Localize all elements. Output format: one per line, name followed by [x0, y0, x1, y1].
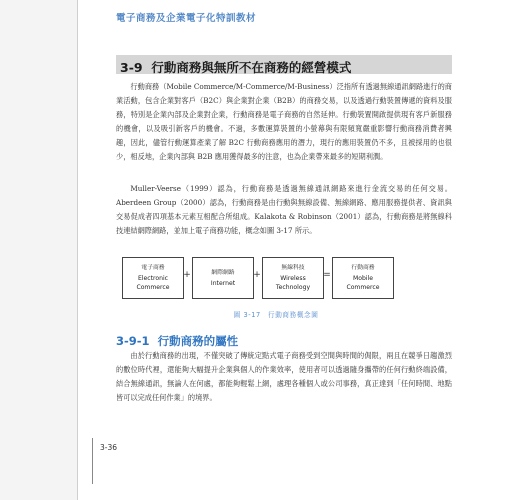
plus-operator: +	[183, 270, 191, 280]
box-en-label: Internet	[210, 279, 236, 287]
subsection-number: 3-9-1	[116, 334, 150, 348]
wireless-technology-box	[262, 257, 324, 299]
plus-operator: +	[253, 270, 261, 280]
section-number: 3-9	[120, 60, 143, 75]
folio-rule	[92, 438, 93, 484]
box-en-label: Technology	[275, 284, 311, 291]
section-title	[120, 58, 351, 76]
equals-operator: =	[323, 270, 331, 280]
paragraph-2: Muller-Veerse（1999）認為，行動商務是透過無線通訊網路來進行金流交易的任何交易。Aberdeen Group（2000）認為，行動商務是由行動與無線設備、無線網路、應用服務提供者、資訊與交易促成者四項基本元素互相配合所組成。Kalakota & Robinson（2001）認為，行動商務是將無線科技連結網際網路，並加上電子商務功能，概念如圖 3-17 所示。	[116, 184, 452, 235]
mobile-commerce-concept-diagram	[122, 257, 392, 299]
box-zh-label: 行動商務	[351, 265, 375, 271]
box-zh-label: 網際網路	[211, 269, 235, 276]
box-zh-label: 無線科技	[281, 265, 305, 271]
electronic-commerce-box	[122, 257, 184, 299]
box-en-label: Commerce	[346, 284, 380, 291]
box-en-label: Electronic	[137, 275, 169, 282]
page-number: 3-36	[100, 443, 118, 452]
internet-box	[192, 257, 254, 299]
figure-caption: 圖 3-17 行動商務概念圖	[233, 311, 319, 319]
subsection-title	[116, 333, 238, 349]
running-head: 電子商務及企業電子化特訓教材	[116, 13, 257, 24]
box-en-label: Mobile	[353, 275, 373, 282]
paragraph-3: 由於行動商務的出現，不僅突破了傳統定點式電子商務受到空間與時間的侷限，兩且在競爭日趨激烈的數位時代裡，還能夠大幅提升企業與個人的作業效率，使用者可以透過隨身攜帶的任何行動終端設備，結合無線通訊，無論人在何處，都能夠輕鬆上網，處理各種個人或公司事務，真正達到「任何時間、地點皆可以完成任何作業」的境界。	[116, 351, 452, 402]
section-title-text: 行動商務與無所不在商務的經營模式	[151, 60, 352, 75]
paragraph-1: 行動商務（Mobile Commerce/M-Commerce/M-Business）泛指所有透過無線通訊網路進行的商業活動，包含企業對客戶（B2C）與企業對企業（B2B）的商務交易，以及透過行動裝置傳遞的資料及服務，特別是企業內部及企業對企業，行動商務是電子商務的自然延伸。行動裝置開啟提供現有客戶新服務的機會，以及吸引新客戶的機會。不過，多數運算裝置的小螢幕與有限頻寬嚴重影響行動商務消費者興趣，因此，儘管行動運算產業了解 B2C 行動商務應用的潛力，現行的應用裝置仍不多，且被採用的也很少，相反地，企業內部與 B2B 應用獲得最多的注意，也為企業帶來最多的短期利潤。	[116, 82, 452, 161]
subsection-title-text: 行動商務的屬性	[157, 334, 239, 348]
box-en-label: Commerce	[136, 284, 170, 291]
page-spine	[77, 0, 78, 500]
box-en-label: Wireless	[280, 275, 306, 282]
mobile-commerce-box	[332, 257, 394, 299]
box-zh-label: 電子商務	[141, 265, 165, 271]
